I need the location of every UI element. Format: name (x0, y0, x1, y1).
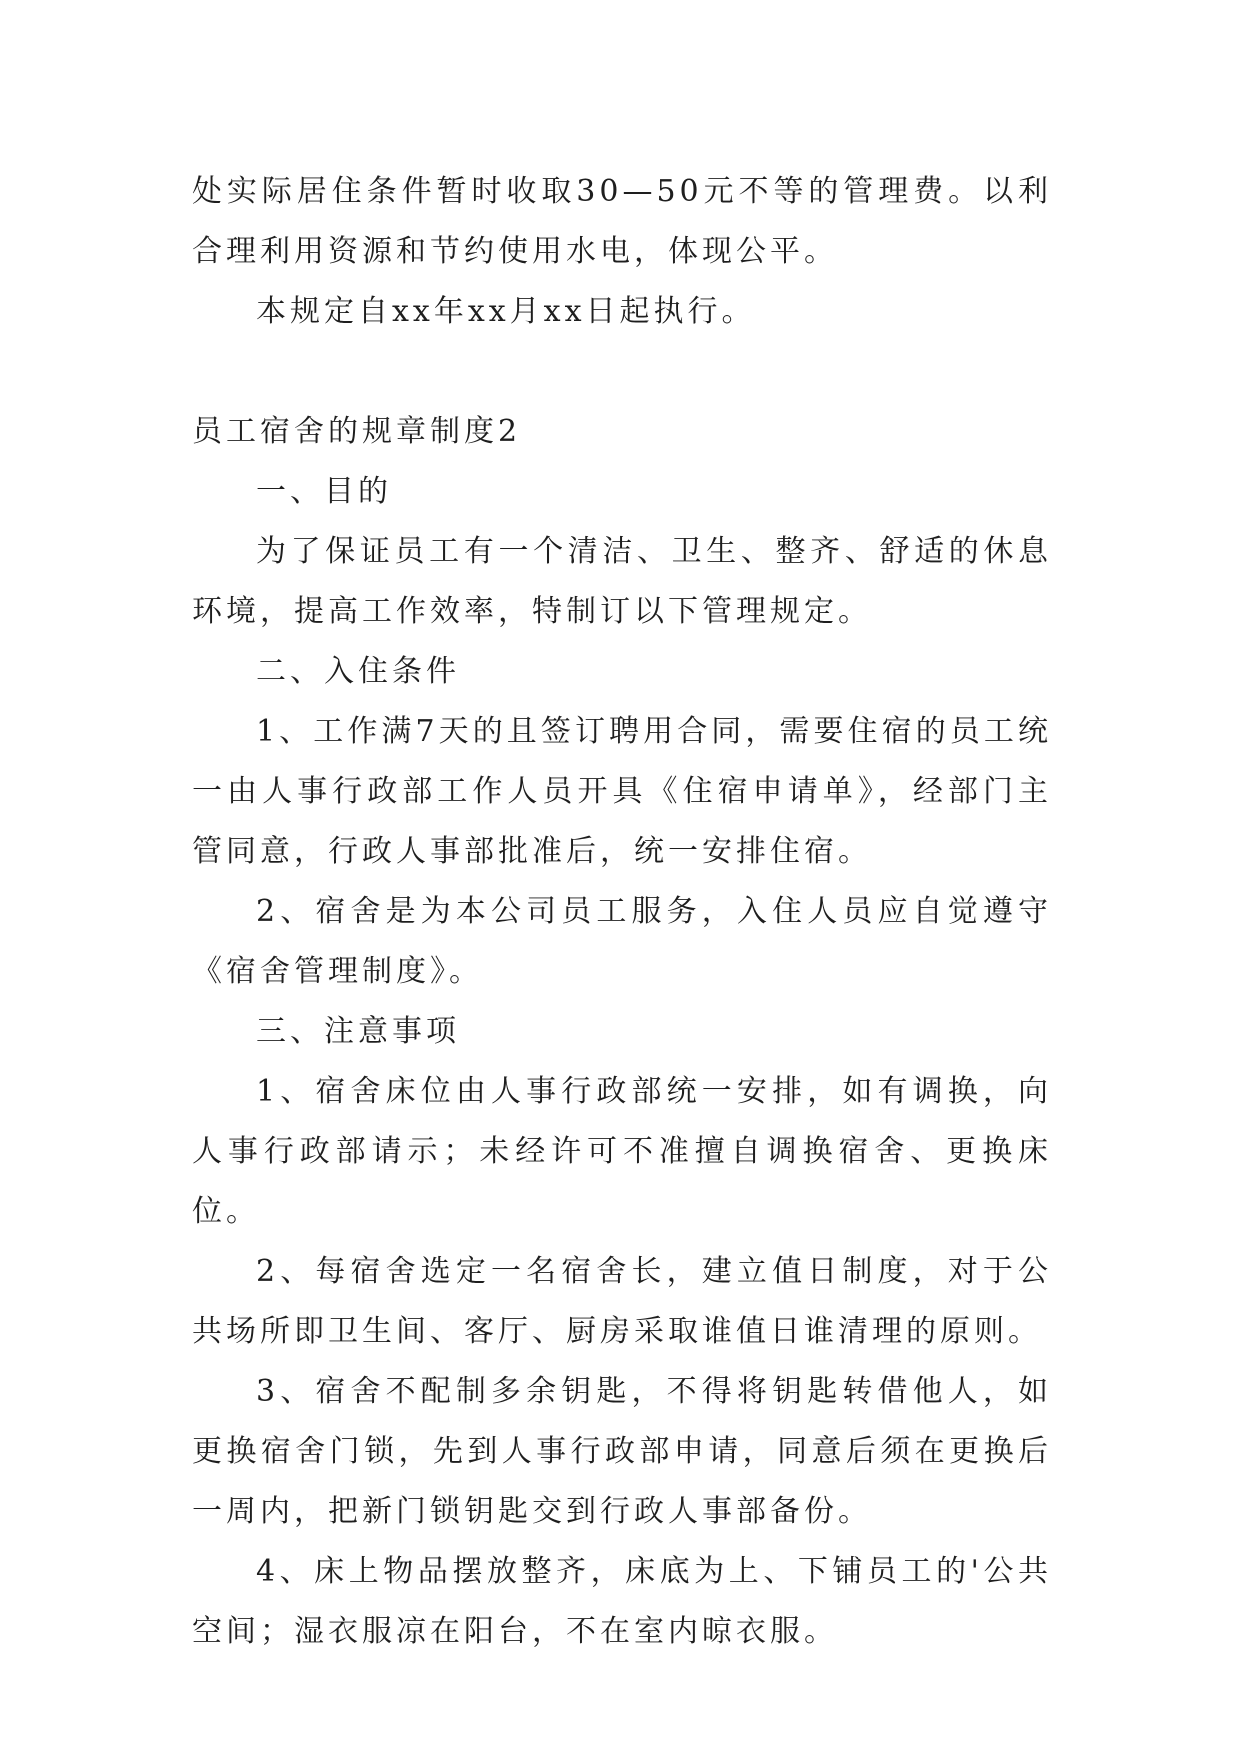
paragraph-fee: 处实际居住条件暂时收取30—50元不等的管理费。以利合理利用资源和节约使用水电，体现公平。 (192, 174, 1052, 269)
heading-conditions: 二、入住条件 (256, 654, 460, 689)
section-title: 员工宿舍的规章制度2 (192, 414, 522, 449)
paragraph-purpose: 为了保证员工有一个清洁、卫生、整齐、舒适的休息环境，提高工作效率，特制订以下管理规定。 (192, 534, 1052, 629)
heading-purpose: 一、目的 (256, 474, 392, 509)
paragraph-note-1: 1、宿舍床位由人事行政部统一安排，如有调换，向人事行政部请示；未经许可不准擅自调换宿舍、更换床位。 (192, 1074, 1052, 1229)
document-body (192, 162, 1052, 1662)
paragraph-note-3: 3、宿舍不配制多余钥匙，不得将钥匙转借他人，如更换宿舍门锁，先到人事行政部申请，同意后须在更换后一周内，把新门锁钥匙交到行政人事部备份。 (192, 1374, 1052, 1529)
paragraph-note-2: 2、每宿舍选定一名宿舍长，建立值日制度，对于公共场所即卫生间、客厅、厨房采取谁值日谁清理的原则。 (192, 1254, 1052, 1349)
paragraph-condition-2: 2、宿舍是为本公司员工服务，入住人员应自觉遵守《宿舍管理制度》。 (192, 894, 1052, 989)
heading-notes: 三、注意事项 (256, 1014, 460, 1049)
paragraph-condition-1: 1、工作满7天的且签订聘用合同，需要住宿的员工统一由人事行政部工作人员开具《住宿申请单》，经部门主管同意，行政人事部批准后，统一安排住宿。 (192, 714, 1052, 869)
paragraph-effective-date: 本规定自xx年xx月xx日起执行。 (256, 294, 756, 329)
paragraph-note-4: 4、床上物品摆放整齐，床底为上、下铺员工的'公共空间；湿衣服凉在阳台，不在室内晾衣服。 (192, 1554, 1052, 1649)
